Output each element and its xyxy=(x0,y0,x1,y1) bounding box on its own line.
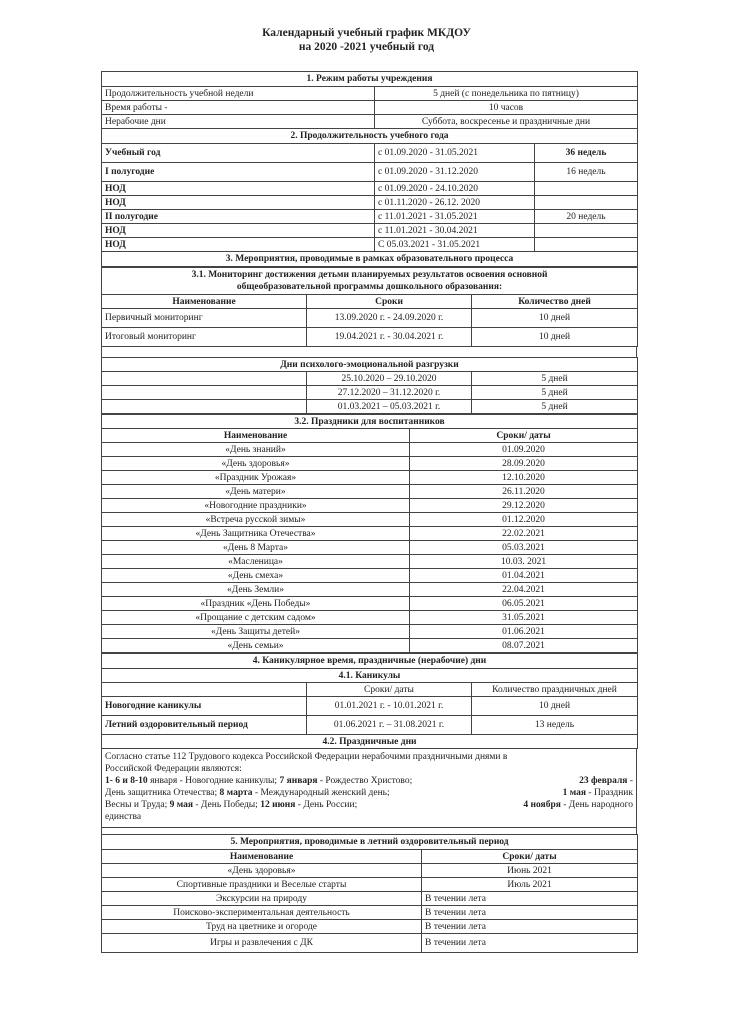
s1-row-label: Время работы - xyxy=(102,101,375,115)
title-line-1: Календарный учебный график МКДОУ xyxy=(262,27,471,39)
spacer xyxy=(101,347,637,357)
holidays-paragraph-line-2: Российской Федерации являются: xyxy=(105,764,242,774)
date-bold: 8 марта xyxy=(219,788,253,798)
summer-activity-name: Поисково-экспериментальная деятельность xyxy=(102,906,422,920)
s2-row-label: II полугодие xyxy=(102,210,375,224)
s2-row-label: I полугодие xyxy=(102,163,375,182)
s2-row-count: 20 недель xyxy=(535,210,638,224)
unload-days-table xyxy=(101,357,638,414)
mon-name: Первичный мониторинг xyxy=(102,309,307,328)
s2-row-period: с 01.11.2020 - 26.12. 2020 xyxy=(375,196,535,210)
s2-row-period: с 01.09.2020 - 24.10.2020 xyxy=(375,182,535,196)
mon-header-name: Наименование xyxy=(102,295,307,309)
summer-activity-date xyxy=(422,864,638,878)
holiday-date: 01.04.2021 xyxy=(410,569,638,583)
holiday-text: - Праздник xyxy=(586,788,633,798)
unload-empty xyxy=(102,400,307,414)
holidays-line xyxy=(105,787,633,799)
holiday-date: 29.12.2020 xyxy=(410,499,638,513)
holiday-name: «День Защиты детей» xyxy=(102,625,410,639)
s2-row-period: с 01.09.2020 - 31.12.2020 xyxy=(375,163,535,182)
s1-row-value: Суббота, воскресенье и праздничные дни xyxy=(375,115,638,129)
s2-row-label: НОД xyxy=(102,182,375,196)
holiday-date: 22.04.2021 xyxy=(410,583,638,597)
s1-row-value: 5 дней (с понедельника по пятницу) xyxy=(375,87,638,101)
vac-dates: 01.06.2021 г. – 31.08.2021 г. xyxy=(307,716,472,735)
vac-header-days: Количество праздничных дней xyxy=(472,683,638,697)
monitoring-table xyxy=(101,267,638,347)
holiday-date: 01.12.2020 xyxy=(410,513,638,527)
holiday-name: «День знаний» xyxy=(102,443,410,457)
mon-header-days: Количество дней xyxy=(472,295,638,309)
section-1-heading: 1. Режим работы учреждения xyxy=(102,72,638,87)
summer-date-text: Июль 2021 xyxy=(507,879,552,890)
holidays-table xyxy=(101,414,638,653)
s2-row-period: с 11.01.2021 - 31.05.2021 xyxy=(375,210,535,224)
summer-activity-name: Спортивные праздники и Веселые старты xyxy=(102,878,422,892)
holiday-text: Весны и Труда; xyxy=(105,800,170,810)
summer-header-date: Сроки/ даты xyxy=(422,850,638,864)
date-bold: 23 февраля xyxy=(579,776,628,786)
mon-header-dates: Сроки xyxy=(307,295,472,309)
s2-row-period: с 11.01.2021 - 30.04.2021 xyxy=(375,224,535,238)
s2-row-count xyxy=(535,182,638,196)
date-bold: 9 мая xyxy=(169,800,194,810)
holidays-line xyxy=(105,799,633,811)
holiday-date: 12.10.2020 xyxy=(410,471,638,485)
section-4-heading: 4. Каникулярное время, праздничные (нерабочие) дни xyxy=(102,654,638,669)
summer-activity-name: «День здоровья» xyxy=(102,864,422,878)
section-3-heading: 3. Мероприятия, проводимые в рамках образовательного процесса xyxy=(102,252,638,267)
unload-dates: 01.03.2021 – 05.03.2021 г. xyxy=(307,400,472,414)
holiday-name: «Встреча русской зимы» xyxy=(102,513,410,527)
section-3-2-heading: 3.2. Праздники для воспитанников xyxy=(102,415,638,429)
mon-dates: 19.04.2021 г. - 30.04.2021 г. xyxy=(307,328,472,347)
holiday-date: 10.03. 2021 xyxy=(410,555,638,569)
holiday-text: - День Победы; xyxy=(193,800,261,810)
summer-header-name: Наименование xyxy=(102,850,422,864)
holiday-name: «Новогодние праздники» xyxy=(102,499,410,513)
holiday-text: - Рождество Христово; xyxy=(317,776,413,786)
holidays-line xyxy=(105,775,633,787)
holidays-paragraph-line-4: единства xyxy=(105,812,142,822)
summer-activity-date: В течении лета xyxy=(422,934,638,953)
page-title xyxy=(0,26,733,54)
vac-name: Летний оздоровительный период xyxy=(102,716,307,735)
section-4-2-heading: 4.2. Праздничные дни xyxy=(102,735,638,749)
holiday-name: «День Защитника Отечества» xyxy=(102,527,410,541)
s2-row-period: с 01.09.2020 - 31.05.2021 xyxy=(375,144,535,163)
mon-dates: 13.09.2020 г. - 24.09.2020 г. xyxy=(307,309,472,328)
unload-days: 5 дней xyxy=(472,400,638,414)
date-bold: 4 ноября xyxy=(523,800,561,810)
holiday-date: 05.03.2021 xyxy=(410,541,638,555)
section-4-1-heading: 4.1. Каникулы xyxy=(102,669,638,683)
summer-date-text: Июнь 2021 xyxy=(507,865,552,876)
date-bold: 1 мая xyxy=(562,788,587,798)
section-3-1-line-1: 3.1. Мониторинг достижения детьми планируемых результатов освоения основной xyxy=(191,270,548,280)
summer-activity-date: В течении лета xyxy=(422,906,638,920)
unload-empty xyxy=(102,386,307,400)
summer-activity-date: В течении лета xyxy=(422,920,638,934)
s2-row-label: НОД xyxy=(102,224,375,238)
hol-header-date: Сроки/ даты xyxy=(410,429,638,443)
s2-row-period: С 05.03.2021 - 31.05.2021 xyxy=(375,238,535,252)
holiday-date: 31.05.2021 xyxy=(410,611,638,625)
section-2-heading: 2. Продолжительность учебного года xyxy=(102,129,638,144)
holiday-name: «День здоровья» xyxy=(102,457,410,471)
summer-activities-table xyxy=(101,834,638,953)
holiday-name: «Праздник Урожая» xyxy=(102,471,410,485)
summer-activity-name: Игры и развлечения с ДК xyxy=(102,934,422,953)
unload-dates: 27.12.2020 – 31.12.2020 г. xyxy=(307,386,472,400)
s1-row-label: Продолжительность учебной недели xyxy=(102,87,375,101)
title-line-2: на 2020 -2021 учебный год xyxy=(298,41,435,53)
unload-heading: Дни психолого-эмоциональной разгрузки xyxy=(102,358,638,372)
date-bold: 7 января xyxy=(279,776,318,786)
summer-activity-date xyxy=(422,878,638,892)
holiday-text: - День России; xyxy=(295,800,358,810)
s2-row-label: НОД xyxy=(102,196,375,210)
section-3-1-line-2: общеобразовательной программы дошкольного образования: xyxy=(236,282,503,292)
vacations-table xyxy=(101,653,638,749)
section-3-1-heading xyxy=(102,268,638,295)
vac-name: Новогодние каникулы xyxy=(102,697,307,716)
holiday-date: 06.05.2021 xyxy=(410,597,638,611)
mon-name: Итоговый мониторинг xyxy=(102,328,307,347)
holiday-name: «День смеха» xyxy=(102,569,410,583)
holiday-name: «Прощание с детским садом» xyxy=(102,611,410,625)
s2-row-label: НОД xyxy=(102,238,375,252)
holiday-name: «Масленица» xyxy=(102,555,410,569)
holiday-date: 26.11.2020 xyxy=(410,485,638,499)
s2-row-count: 16 недель xyxy=(535,163,638,182)
mon-days: 10 дней xyxy=(472,328,638,347)
summer-activity-name: Экскурсии на природу xyxy=(102,892,422,906)
vac-days: 13 недель xyxy=(472,716,638,735)
date-bold: 12 июня xyxy=(260,800,296,810)
vac-header-dates: Сроки/ даты xyxy=(307,683,472,697)
mon-days: 10 дней xyxy=(472,309,638,328)
section-1-2-table xyxy=(101,71,638,267)
vac-dates: 01.01.2021 г. - 10.01.2021 г. xyxy=(307,697,472,716)
hol-header-name: Наименование xyxy=(102,429,410,443)
holiday-text: - День народного xyxy=(560,800,633,810)
unload-dates: 25.10.2020 – 29.10.2020 xyxy=(307,372,472,386)
date-bold: 1- 6 и 8-10 xyxy=(105,776,148,786)
holiday-date: 01.06.2021 xyxy=(410,625,638,639)
holiday-date: 01.09.2020 xyxy=(410,443,638,457)
s2-row-count xyxy=(535,196,638,210)
unload-days: 5 дней xyxy=(472,386,638,400)
holiday-text: - Международный женский день; xyxy=(252,788,390,798)
unload-days: 5 дней xyxy=(472,372,638,386)
holiday-name: «День семьи» xyxy=(102,639,410,653)
s1-row-value: 10 часов xyxy=(375,101,638,115)
holidays-paragraph-line-1: Согласно статье 112 Трудового кодекса Российской Федерации нерабочими праздничными днями в xyxy=(105,752,508,762)
section-5-heading: 5. Мероприятия, проводимые в летний оздоровительный период xyxy=(102,835,638,850)
holiday-text: День защитника Отечества; xyxy=(105,788,220,798)
s2-row-label: Учебный год xyxy=(102,144,375,163)
holiday-name: «День Земли» xyxy=(102,583,410,597)
public-holidays-text xyxy=(101,749,637,828)
holiday-name: «День матери» xyxy=(102,485,410,499)
holiday-text: января - Новогодние каникулы; xyxy=(147,776,280,786)
holiday-name: «День 8 Марта» xyxy=(102,541,410,555)
s1-row-label: Нерабочие дни xyxy=(102,115,375,129)
summer-activity-name: Труд на цветнике и огороде xyxy=(102,920,422,934)
holiday-date: 28.09.2020 xyxy=(410,457,638,471)
s2-row-count xyxy=(535,224,638,238)
unload-empty xyxy=(102,372,307,386)
summer-activity-date: В течении лета xyxy=(422,892,638,906)
holiday-text: - xyxy=(627,776,633,786)
vac-header-empty xyxy=(102,683,307,697)
holiday-name: «Праздник «День Победы» xyxy=(102,597,410,611)
holiday-date: 08.07.2021 xyxy=(410,639,638,653)
s2-row-count: 36 недель xyxy=(535,144,638,163)
s2-row-count xyxy=(535,238,638,252)
schedule-document xyxy=(101,71,637,953)
vac-days: 10 дней xyxy=(472,697,638,716)
holiday-date: 22.02.2021 xyxy=(410,527,638,541)
